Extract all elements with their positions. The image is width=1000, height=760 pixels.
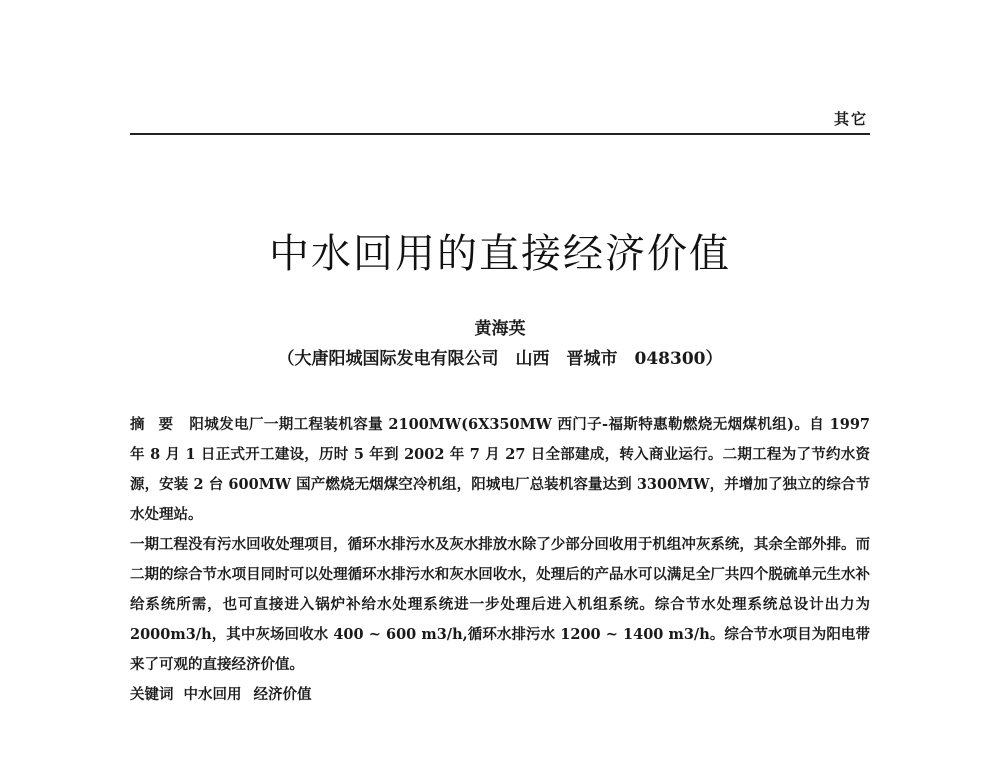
author-affiliation [0, 344, 1000, 369]
abstract-paragraph-2: 一期工程没有污水回收处理项目，循环水排污水及灰水排放水除了少部分回收用于机组冲灰系统，其余全部外排。而二期的综合节水项目同时可以处理循环水排污水和灰水回收水，处理后的产品水可以满足全厂共四个脱硫单元生水补给系统所需，也可直接进入锅炉补给水处理系统进一步处理后进入机组系统。综合节水处理系统总设计出力为 2000m3/h，其中灰场回收水 400 ~ 600 m3/h,循环水排污水 1200 ~ 1400 m3/h。综合节水项目为阳电带来了可观的直接经济价值。 [130, 536, 870, 673]
keywords-line [130, 680, 870, 710]
affiliation-text: （大唐阳城国际发电有限公司 山西 晋城市 048300） [277, 349, 723, 369]
article-title: 中水回用的直接经济价值 [269, 231, 731, 277]
abstract-label: 摘要 [130, 416, 187, 433]
section-label: 其它 [833, 110, 868, 128]
keywords-label: 关键词 [130, 686, 174, 703]
abstract-paragraph-1 [130, 410, 870, 530]
author-name: 黄海英 [474, 319, 526, 339]
keyword: 经济价值 [253, 686, 312, 703]
abstract-block [130, 410, 870, 710]
keyword: 中水回用 [183, 686, 242, 703]
header-rule [130, 133, 870, 135]
abstract-text-1: 阳城发电厂一期工程装机容量 2100MW(6X350MW 西门子-福斯特惠勒燃烧无烟煤机组)。自 1997 年 8 月 1 日正式开工建设，历时 5 年到 2002 年 7 月 27 日全部建成，转入商业运行。二期工程为了节约水资源，安装 2 台 600MW 国产燃烧无烟煤空冷机组，阳城电厂总装机容量达到 3300MW，并增加了独立的综合节水处理站。 [130, 416, 870, 523]
